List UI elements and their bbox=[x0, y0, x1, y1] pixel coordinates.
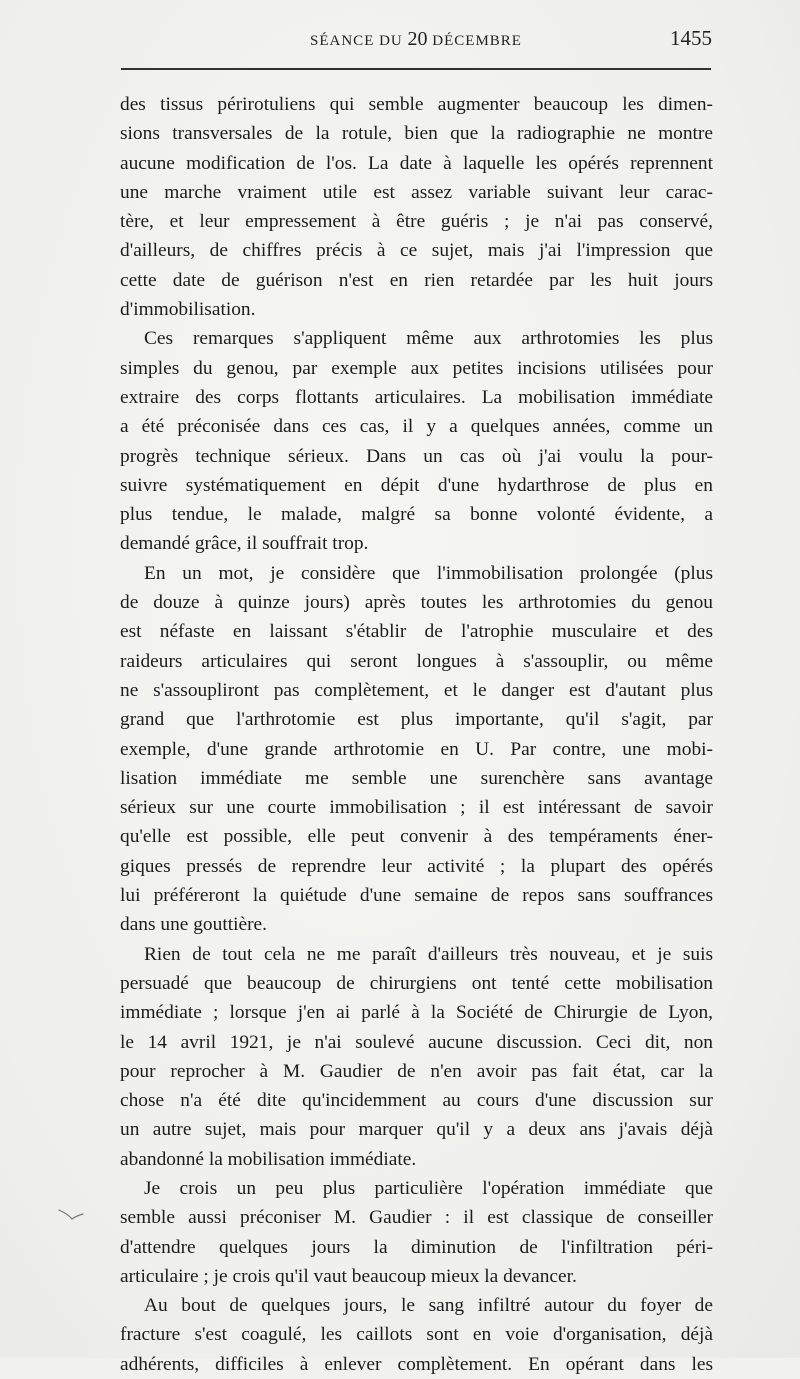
running-head-suffix: DÉCEMBRE bbox=[427, 33, 522, 49]
text-line: En un mot, je considère que l'immobilisation prolongée (plus bbox=[144, 562, 713, 584]
text-line: de douze à quinze jours) après toutes les arthrotomies du genou bbox=[120, 592, 713, 614]
header-rule bbox=[121, 68, 711, 70]
text-line: giques pressés de reprendre leur activité ; la plupart des opérés bbox=[120, 855, 713, 877]
text-line: dans une gouttière. bbox=[120, 914, 268, 936]
text-line: semble aussi préconiser M. Gaudier : il est classique de conseiller bbox=[120, 1207, 713, 1229]
text-line: est néfaste en laissant s'établir de l'atrophie musculaire et des bbox=[120, 621, 713, 643]
pencil-mark-icon bbox=[58, 1208, 84, 1224]
text-line: lisation immédiate me semble une surenchère sans avantage bbox=[120, 767, 713, 789]
text-line: simples du genou, par exemple aux petites incisions utilisées pour bbox=[120, 357, 713, 379]
paragraph bbox=[120, 324, 713, 558]
text-line: pour reprocher à M. Gaudier de n'en avoir pas fait état, car la bbox=[120, 1060, 713, 1082]
text-line: raideurs articulaires qui seront longues à s'assouplir, ou même bbox=[120, 650, 713, 672]
text-line: des tissus périrotuliens qui semble augmenter beaucoup les dimen- bbox=[120, 94, 713, 115]
text-line: sérieux sur une courte immobilisation ; il est intéressant de savoir bbox=[120, 797, 713, 819]
text-line: immédiate ; lorsque j'en ai parlé à la Société de Chirurgie de Lyon, bbox=[120, 1002, 713, 1024]
text-line: progrès technique sérieux. Dans un cas où j'ai voulu la pour- bbox=[120, 445, 713, 467]
text-line: Rien de tout cela ne me paraît d'ailleurs très nouveau, et je suis bbox=[144, 943, 713, 965]
paragraph bbox=[120, 559, 713, 940]
text-line: une marche vraiment utile est assez variable suivant leur carac- bbox=[120, 181, 713, 203]
text-line: Au bout de quelques jours, le sang infiltré autour du foyer de bbox=[144, 1295, 713, 1317]
text-line: Ces remarques s'appliquent même aux arthrotomies les plus bbox=[144, 328, 713, 350]
text-line: Je crois un peu plus particulière l'opération immédiate que bbox=[144, 1177, 713, 1199]
text-line: aucune modification de l'os. La date à laquelle les opérés reprennent bbox=[120, 152, 713, 174]
text-line: lui préféreront la quiétude d'une semaine de repos sans souffrances bbox=[120, 885, 713, 907]
text-line: abandonné la mobilisation immédiate. bbox=[120, 1148, 417, 1170]
paragraph bbox=[120, 940, 713, 1174]
paragraph bbox=[120, 1291, 713, 1379]
text-line: qu'elle est possible, elle peut convenir à des tempéraments éner- bbox=[120, 826, 713, 848]
running-head-number: 20 bbox=[407, 28, 428, 50]
text-line: a été préconisée dans ces cas, il y a quelques années, comme un bbox=[120, 416, 713, 438]
text-line: exemple, d'une grande arthrotomie en U. Par contre, une mobi- bbox=[120, 738, 713, 760]
page-header bbox=[120, 26, 712, 52]
text-line: adhérents, difficiles à enlever complètement. En opérant dans les bbox=[120, 1353, 713, 1375]
text-line: suivre systématiquement en dépit d'une hydarthrose de plus en bbox=[120, 474, 713, 496]
paragraph bbox=[120, 1174, 713, 1291]
running-head bbox=[120, 28, 712, 51]
text-line: plus tendue, le malade, malgré sa bonne volonté évidente, a bbox=[120, 504, 713, 526]
running-head-prefix: SÉANCE DU bbox=[310, 33, 408, 49]
body-text bbox=[120, 90, 713, 1379]
text-line: tère, et leur empressement à être guéris ; je n'ai pas conservé, bbox=[120, 211, 713, 233]
text-line: grand que l'arthrotomie est plus importante, qu'il s'agit, par bbox=[120, 709, 713, 731]
text-line: articulaire ; je crois qu'il vaut beaucoup mieux la devancer. bbox=[120, 1265, 577, 1287]
paragraph bbox=[120, 90, 713, 324]
text-line: extraire des corps flottants articulaires. La mobilisation immédiate bbox=[120, 386, 713, 408]
text-line: d'ailleurs, de chiffres précis à ce sujet, mais j'ai l'impression que bbox=[120, 240, 713, 262]
text-line: demandé grâce, il souffrait trop. bbox=[120, 533, 369, 555]
text-line: ne s'assoupliront pas complètement, et le danger est d'autant plus bbox=[120, 679, 713, 701]
text-line: persuadé que beaucoup de chirurgiens ont tenté cette mobilisation bbox=[120, 972, 713, 994]
text-line: chose n'a été dite qu'incidemment au cours d'une discussion sur bbox=[120, 1090, 713, 1112]
text-line: d'attendre quelques jours la diminution de l'infiltration péri- bbox=[120, 1236, 713, 1258]
text-line: sions transversales de la rotule, bien que la radiographie ne montre bbox=[120, 123, 713, 145]
text-line: fracture s'est coagulé, les caillots sont en voie d'organisation, déjà bbox=[120, 1324, 713, 1346]
text-line: d'immobilisation. bbox=[120, 299, 256, 321]
text-line: un autre sujet, mais pour marquer qu'il y a deux ans j'avais déjà bbox=[120, 1119, 713, 1141]
text-line: cette date de guérison n'est en rien retardée par les huit jours bbox=[120, 269, 713, 291]
page-number: 1455 bbox=[670, 26, 712, 50]
text-line: le 14 avril 1921, je n'ai soulevé aucune discussion. Ceci dit, non bbox=[120, 1031, 713, 1053]
